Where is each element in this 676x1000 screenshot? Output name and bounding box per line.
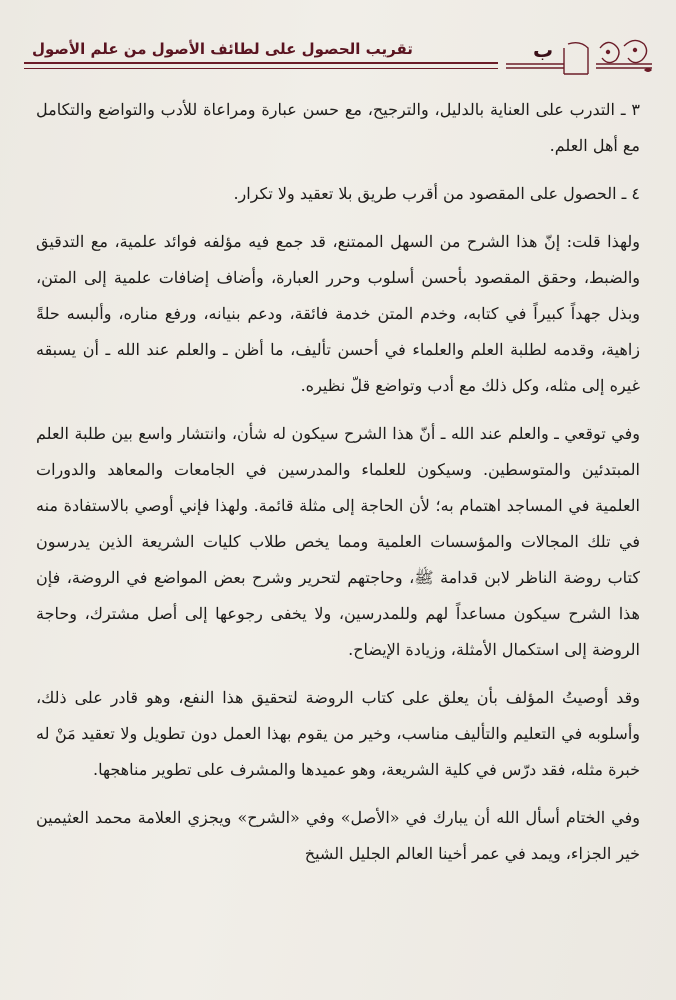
header-rule: [24, 62, 498, 69]
header-ornament-icon: [504, 34, 654, 78]
page-body: [36, 92, 640, 884]
list-item: ٤ ـ الحصول على المقصود من أقرب طريق بلا تعقيد ولا تكرار.: [233, 184, 640, 203]
paragraph: وفي توقعي ـ والعلم عند الله ـ أنّ هذا الشرح سيكون له شأن، وانتشار واسع بين طلبة العلم المبتدئين والمتوسطين. وسيكون للعلماء والمدرسين في الجامعات والمعاهد والدورات العلمية في المساجد اهتمام به؛ لأن الحاجة إلى مثلة قائمة. ولهذا فإني أوصي بالاستفادة منه في تلك المجالات والمؤسسات العلمية ومما يخص طلاب كليات الشريعة الذين يدرسون كتاب روضة الناظر لابن قدامة ﷺ، وحاجتهم لتحرير وشرح بعض المواضع في الروضة، فإن هذا الشرح سيكون مساعداً لهم وللمدرسين، ولا يخفى رجوعها إلى أصل مشترك، وحاجة الروضة إلى استكمال الأمثلة، وزيادة الإيضاح.: [36, 424, 640, 659]
page-letter: ب: [532, 38, 554, 62]
page-header: [24, 34, 654, 78]
running-title: تقريب الحصول على لطائف الأصول من علم الأصول: [32, 40, 413, 58]
paragraph: ولهذا قلت: إنّ هذا الشرح من السهل الممتنع، قد جمع فيه مؤلفه فوائد علمية، مع التدقيق والضبط، وحقق المقصود بأحسن أسلوب وحرر العبارة، وأضاف إضافات علمية إلى المتن، وبذل جهداً كبيراً في كتابه، وخدم المتن خدمة فائقة، ودعم بنيانه، ورفع مناره، وألبسه حلةً زاهية، وقدمه لطلبة العلم والعلماء في أحسن تأليف، ما أظن ـ والعلم عند الله ـ أن يسبقه غيره إلى مثله، وكل ذلك مع أدب وتواضع قلّ نظيره.: [36, 232, 640, 395]
paragraph: وقد أوصيتُ المؤلف بأن يعلق على كتاب الروضة لتحقيق هذا النفع، وهو قادر على ذلك، وأسلوبه في التعليم والتأليف مناسب، وخير من يقوم بهذا العمل دون تطويل ولا تعقيد مَنْ له خبرة مثله، فقد درّس في كلية الشريعة، وهو عميدها والمشرف على تطوير مناهجها.: [36, 688, 640, 779]
paragraph: وفي الختام أسأل الله أن يبارك في «الأصل» وفي «الشرح» ويجزي العلامة محمد العثيمين خير الجزاء، ويمد في عمر أخينا العالم الجليل الشيخ: [36, 808, 640, 863]
list-item: ٣ ـ التدرب على العناية بالدليل، والترجيح، مع حسن عبارة ومراعاة للأدب والتواضع والتكامل مع أهل العلم.: [36, 100, 640, 155]
